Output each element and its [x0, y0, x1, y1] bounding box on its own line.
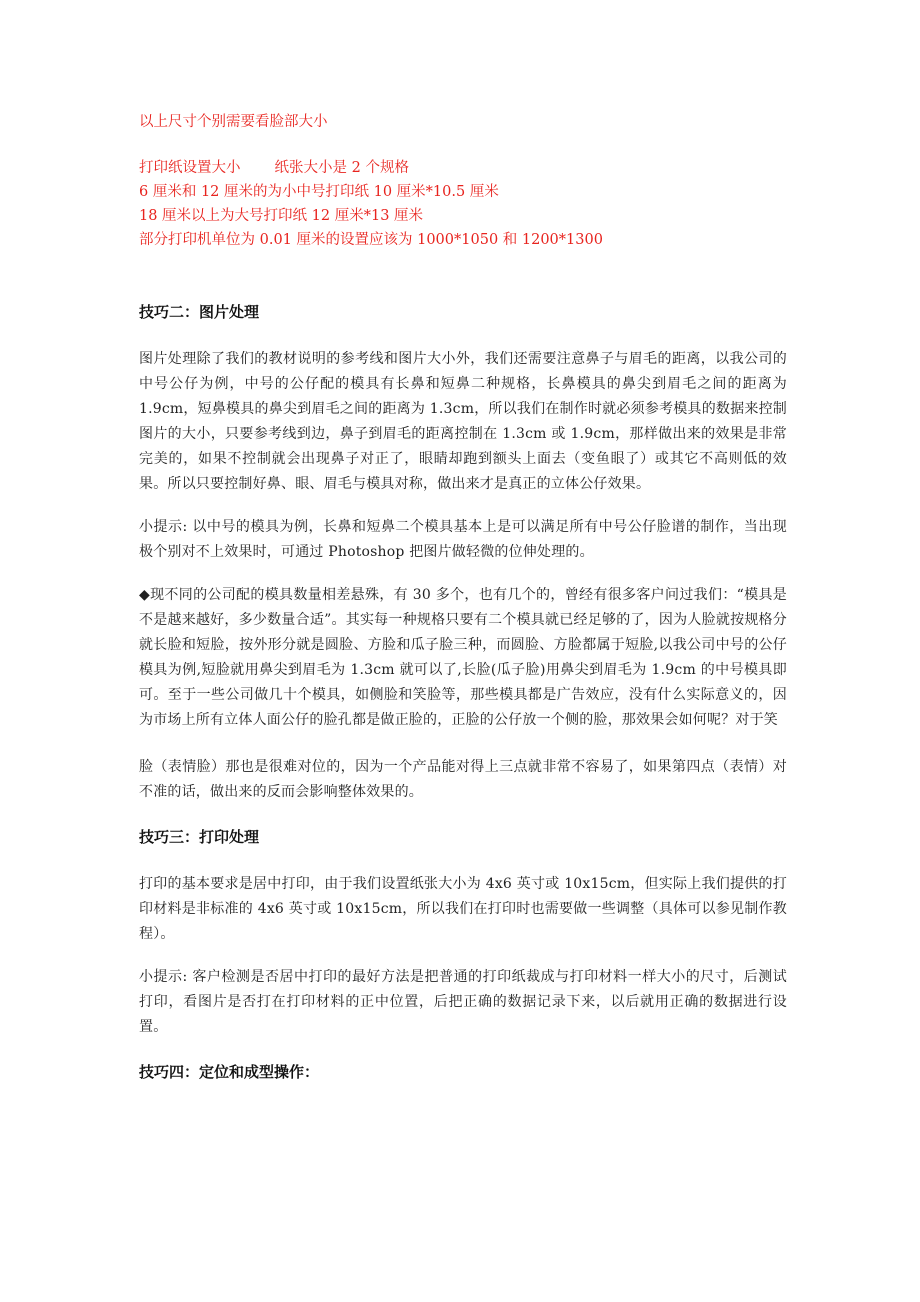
section2-paragraph: 图片处理除了我们的教材说明的参考线和图片大小外，我们还需要注意鼻子与眉毛的距离，以我公司的中号公仔为例，中号的公仔配的模具有长鼻和短鼻二种规格，长鼻模具的鼻尖到眉毛之间的距离为 1.9cm，短鼻模具的鼻尖到眉毛之间的距离为 1.3cm，所以我们在制作时就必须参考模具的数据来控制图片的大小，只要参考线到边，鼻子到眉毛的距离控制在 1.3cm 或 1.9cm，那样做出来的效果是非常完美的，如果不控制就会出现鼻子对正了，眼睛却跑到额头上面去（变鱼眼了）或其它不高则低的效果。所以只要控制好鼻、眼、眉毛与模具对称，做出来才是真正的立体公仔效果。 — [139, 351, 787, 492]
document-page — [139, 104, 787, 1084]
section2-tip: 小提示: 以中号的模具为例，长鼻和短鼻二个模具基本上是可以满足所有中号公仔脸谱的制作，当出现极个别对不上效果时，可通过 Photoshop 把图片做轻微的位伸处理的。 — [139, 519, 787, 560]
note-paper-size-label: 打印纸设置大小 — [139, 160, 241, 176]
red-notes — [139, 110, 787, 252]
note-face-size: 以上尺寸个别需要看脸部大小 — [139, 114, 328, 130]
section2-models-paragraph: ◆现不同的公司配的模具数量相差悬殊，有 30 多个，也有几个的，曾经有很多客户问过我们：“模具是不是越来越好，多少数量合适”。其实每一种规格只要有二个模具就已经足够的了，因为人脸就按规格分就长脸和短脸，按外形分就是圆脸、方脸和瓜子脸三种，而圆脸、方脸都属于短脸,以我公司中号的公仔模具为例,短脸就用鼻尖到眉毛为 1.3cm 就可以了,长脸(瓜子脸)用鼻尖到眉毛为 1.9cm 的中号模具即可。至于一些公司做几十个模具，如侧脸和笑脸等，那些模具都是广告效应，没有什么实际意义的，因为市场上所有立体人面公仔的脸孔都是做正脸的，正脸的公仔放一个侧的脸，那效果会如何呢？对于笑 — [139, 587, 787, 728]
section2-expression-paragraph: 脸（表情脸）那也是很难对位的，因为一个产品能对得上三点就非常不容易了，如果第四点（表情）对不准的话，做出来的反而会影响整体效果的。 — [139, 759, 787, 800]
note-large: 18 厘米以上为大号打印纸 12 厘米*13 厘米 — [139, 208, 424, 224]
note-paper-size-value: 纸张大小是 2 个规格 — [274, 160, 409, 176]
section4-heading: 技巧四：定位和成型操作： — [139, 1063, 320, 1081]
note-small-medium: 6 厘米和 12 厘米的为小中号打印纸 10 厘米*10.5 厘米 — [139, 184, 499, 200]
note-paper-size — [139, 156, 787, 180]
section3-paragraph: 打印的基本要求是居中打印，由于我们设置纸张大小为 4x6 英寸或 10x15cm，但实际上我们提供的打印材料是非标准的 4x6 英寸或 10x15cm，所以我们在打印时也需要做一些调整（具体可以参见制作教程）。 — [139, 876, 787, 942]
note-printer-unit: 部分打印机单位为 0.01 厘米的设置应该为 1000*1050 和 1200*1300 — [139, 232, 603, 248]
section3-heading: 技巧三：打印处理 — [139, 828, 260, 846]
section2-heading: 技巧二：图片处理 — [139, 303, 260, 321]
section3-tip: 小提示: 客户检测是否居中打印的最好方法是把普通的打印纸裁成与打印材料一样大小的尺寸，后测试打印，看图片是否打在打印材料的正中位置，后把正确的数据记录下来，以后就用正确的数据进行设置。 — [139, 969, 787, 1035]
